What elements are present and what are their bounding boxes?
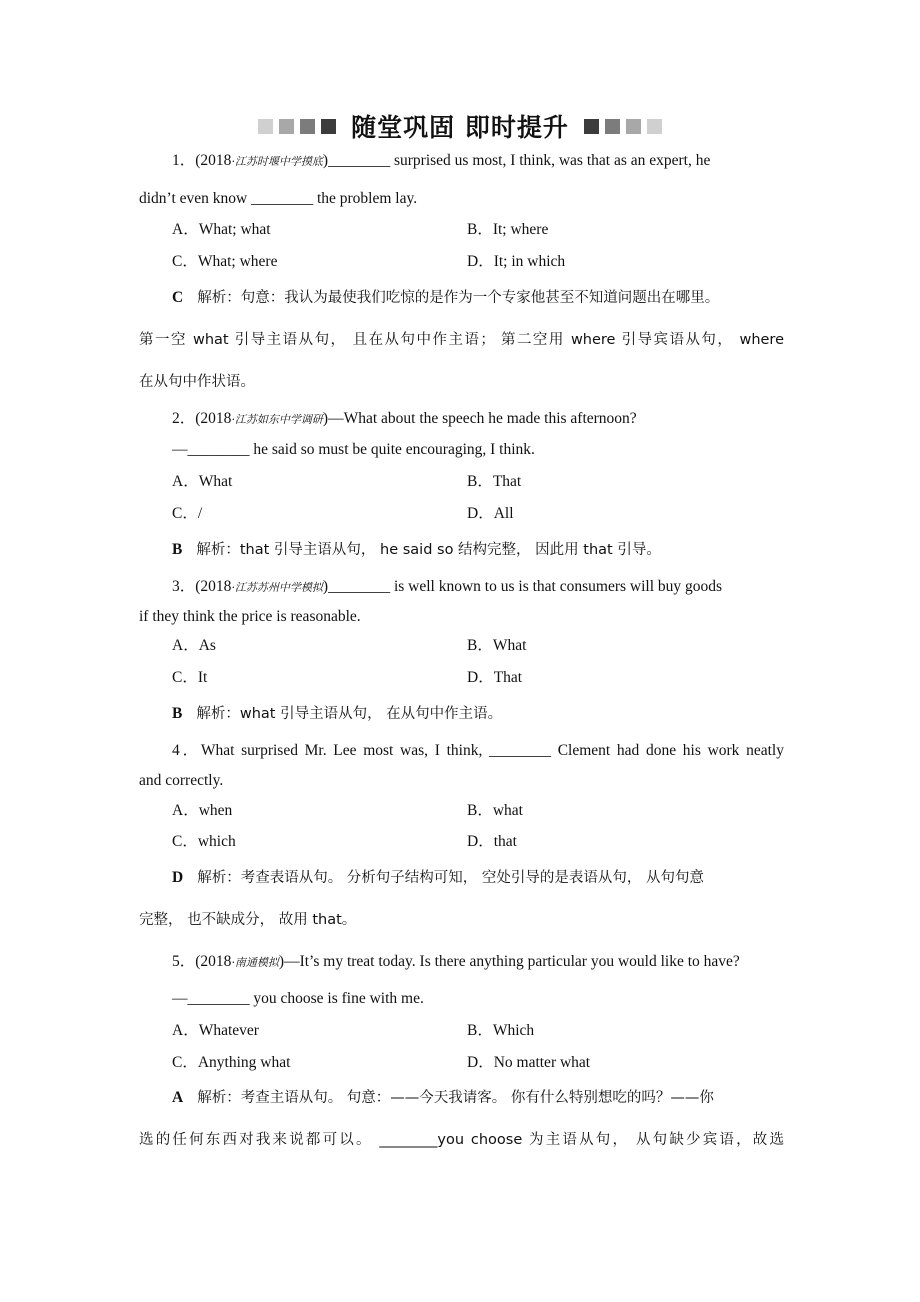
question-1-option-d: D．It; in which xyxy=(467,253,566,270)
answer-letter: A xyxy=(172,1089,184,1106)
question-4-stem: 4．What surprised Mr. Lee most was, I think, ________ Clement had done his work neatly xyxy=(172,742,784,759)
question-2-stem: 2．(2018·江苏如东中学调研)—What about the speech he made this afternoon? xyxy=(172,410,637,427)
question-4-option-c: C．which xyxy=(172,833,236,850)
question-5-option-b: B．Which xyxy=(467,1022,535,1039)
question-3-explanation: B 解析：what 引导主语从句， 在从句中作主语。 xyxy=(172,705,503,722)
question-source: ·南通模拟 xyxy=(231,956,279,969)
question-1-explanation-end: 在从句中作状语。 xyxy=(139,374,255,390)
question-source: ·江苏苏州中学模拟 xyxy=(231,581,323,594)
question-2-option-c: C．/ xyxy=(172,505,203,522)
question-5-explanation: A 解析：考查主语从句。 句意：——今天我请客。 你有什么特别想吃的吗？——你 xyxy=(172,1089,714,1106)
question-1-explanation-cont: 第一空 what 引导主语从句， 且在从句中作主语； 第二空用 where 引导宾语从句， where xyxy=(139,332,784,348)
answer-letter: B xyxy=(172,541,183,558)
question-4-stem-cont: and correctly. xyxy=(139,772,224,789)
header-square xyxy=(626,119,641,134)
question-1-explanation: C 解析：句意：我认为最使我们吃惊的是作为一个专家他甚至不知道问题出在哪里。 xyxy=(172,289,720,306)
header-square xyxy=(605,119,620,134)
question-5-option-a: A．Whatever xyxy=(172,1022,259,1039)
question-1-option-b: B．It; where xyxy=(467,221,549,238)
question-2-option-d: D．All xyxy=(467,505,514,522)
answer-letter: C xyxy=(172,289,184,306)
question-1-stem: 1．(2018·江苏时堰中学摸底)________ surprised us most, I think, was that as an expert, he xyxy=(172,152,711,169)
question-5-option-c: C．Anything what xyxy=(172,1054,291,1071)
header-square xyxy=(584,119,599,134)
question-3-option-b: B．What xyxy=(467,637,527,654)
question-2-stem-cont: —________ he said so must be quite encouraging, I think. xyxy=(172,441,535,458)
header-square xyxy=(647,119,662,134)
question-1-option-a: A．What; what xyxy=(172,221,271,238)
question-1-stem-cont: didn’t even know ________ the problem lay. xyxy=(139,190,418,207)
section-title: 随堂巩固 即时提升 xyxy=(351,113,569,142)
question-2-option-a: A．What xyxy=(172,473,233,490)
question-4-explanation: D 解析：考查表语从句。 分析句子结构可知， 空处引导的是表语从句， 从句句意 xyxy=(172,869,705,886)
question-4-option-a: A．when xyxy=(172,802,233,819)
question-3-stem-cont: if they think the price is reasonable. xyxy=(139,608,361,625)
header-square xyxy=(321,119,336,134)
question-1-option-c: C．What; where xyxy=(172,253,278,270)
question-4-explanation-cont: 完整， 也不缺成分， 故用 that。 xyxy=(139,912,357,928)
question-5-option-d: D．No matter what xyxy=(467,1054,591,1071)
question-5-explanation-cont: 选的任何东西对我来说都可以。 ________you choose 为主语从句， 从句缺少宾语，故选 xyxy=(139,1132,784,1148)
question-source: ·江苏时堰中学摸底 xyxy=(231,155,323,168)
header-square xyxy=(300,119,315,134)
section-header xyxy=(0,108,920,144)
answer-letter: D xyxy=(172,869,184,886)
question-3-option-c: C．It xyxy=(172,669,208,686)
question-5-stem-cont: —________ you choose is fine with me. xyxy=(172,990,424,1007)
question-4-option-d: D．that xyxy=(467,833,517,850)
question-3-stem: 3．(2018·江苏苏州中学模拟)________ is well known to us is that consumers will buy goods xyxy=(172,578,723,595)
question-source: ·江苏如东中学调研 xyxy=(231,413,323,426)
header-square xyxy=(258,119,273,134)
question-3-option-d: D．That xyxy=(467,669,523,686)
question-5-stem: 5．(2018·南通模拟)—It’s my treat today. Is there anything particular you would like to have? xyxy=(172,953,740,970)
question-2-option-b: B．That xyxy=(467,473,522,490)
question-4-option-b: B．what xyxy=(467,802,523,819)
question-2-explanation: B 解析：that 引导主语从句， he said so 结构完整， 因此用 that 引导。 xyxy=(172,541,661,558)
header-square xyxy=(279,119,294,134)
answer-letter: B xyxy=(172,705,183,722)
question-3-option-a: A．As xyxy=(172,637,216,654)
